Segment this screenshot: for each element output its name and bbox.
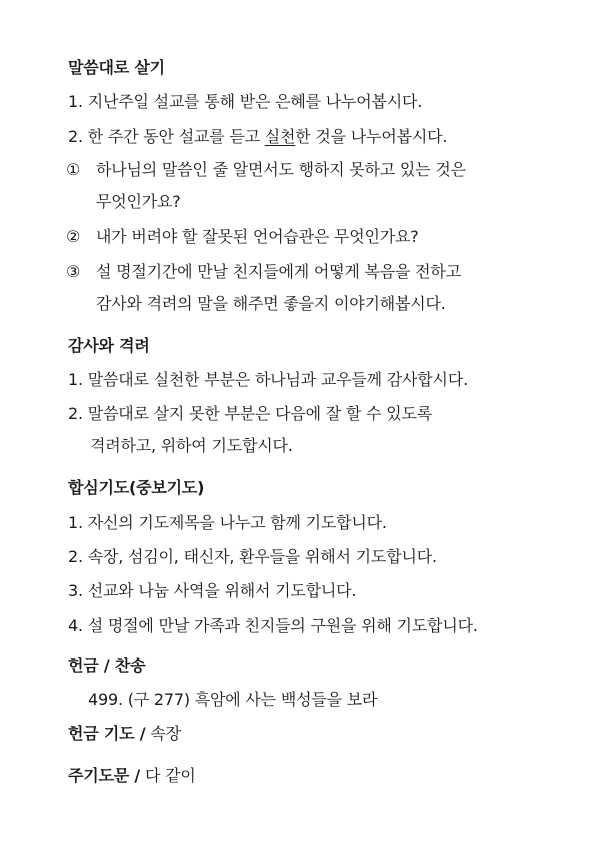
list-item: 2. 말씀대로 살지 못한 부분은 다음에 잘 할 수 있도록 <box>68 404 432 423</box>
section-title-offering-prayer: 헌금 기도 / <box>68 724 146 743</box>
sub-list-item <box>66 227 419 247</box>
section-title-thanks: 감사와 격려 <box>68 336 150 355</box>
sub-list-item-continuation: 감사와 격려의 말을 해주면 좋을지 이야기해봅시다. <box>96 294 446 313</box>
offering-prayer-row <box>68 724 181 744</box>
sub-list-item-continuation: 무엇인가요? <box>96 192 181 211</box>
list-item: 1. 자신의 기도제목을 나누고 함께 기도합니다. <box>68 513 387 532</box>
circled-number: ② <box>66 227 81 246</box>
section-title-offering: 헌금 / 찬송 <box>68 656 146 675</box>
sub-list-item <box>66 160 466 180</box>
underlined-word: 실천 <box>264 127 296 146</box>
section-title-prayer: 합심기도(중보기도) <box>68 478 205 497</box>
list-item <box>68 127 447 147</box>
circled-number: ① <box>66 160 81 179</box>
list-item: 3. 선교와 나눔 사역을 위해서 기도합니다. <box>68 581 357 600</box>
offering-prayer-value: 속장 <box>150 724 181 743</box>
item-text: 설 명절기간에 만날 친지들에게 어떻게 복음을 전하고 <box>96 262 461 281</box>
sub-list-item <box>66 262 461 282</box>
item-text: 한 것을 나누어봅시다. <box>295 127 448 146</box>
item-text: 하나님의 말씀인 줄 알면서도 행하지 못하고 있는 것은 <box>96 160 466 179</box>
item-text: 내가 버려야 할 잘못된 언어습관은 무엇인가요? <box>96 227 419 246</box>
circled-number: ③ <box>66 262 81 281</box>
item-text: 2. 한 주간 동안 설교를 듣고 <box>68 127 265 146</box>
lords-prayer-value: 다 같이 <box>144 766 196 785</box>
list-item: 2. 속장, 섬김이, 태신자, 환우들을 위해서 기도합니다. <box>68 547 437 566</box>
hymn-reference: 499. (구 277) 흑암에 사는 백성들을 보라 <box>88 690 378 709</box>
section-title-live-by-word: 말씀대로 살기 <box>68 58 165 77</box>
list-item: 4. 설 명절에 만날 가족과 친지들의 구원을 위해 기도합니다. <box>68 616 478 635</box>
section-title-lords-prayer: 주기도문 / <box>68 766 141 785</box>
list-item-continuation: 격려하고, 위하여 기도합시다. <box>90 436 293 455</box>
list-item: 1. 지난주일 설교를 통해 받은 은혜를 나누어봅시다. <box>68 92 423 111</box>
list-item: 1. 말씀대로 실천한 부분은 하나님과 교우들께 감사합시다. <box>68 370 468 389</box>
lords-prayer-row <box>68 766 196 786</box>
